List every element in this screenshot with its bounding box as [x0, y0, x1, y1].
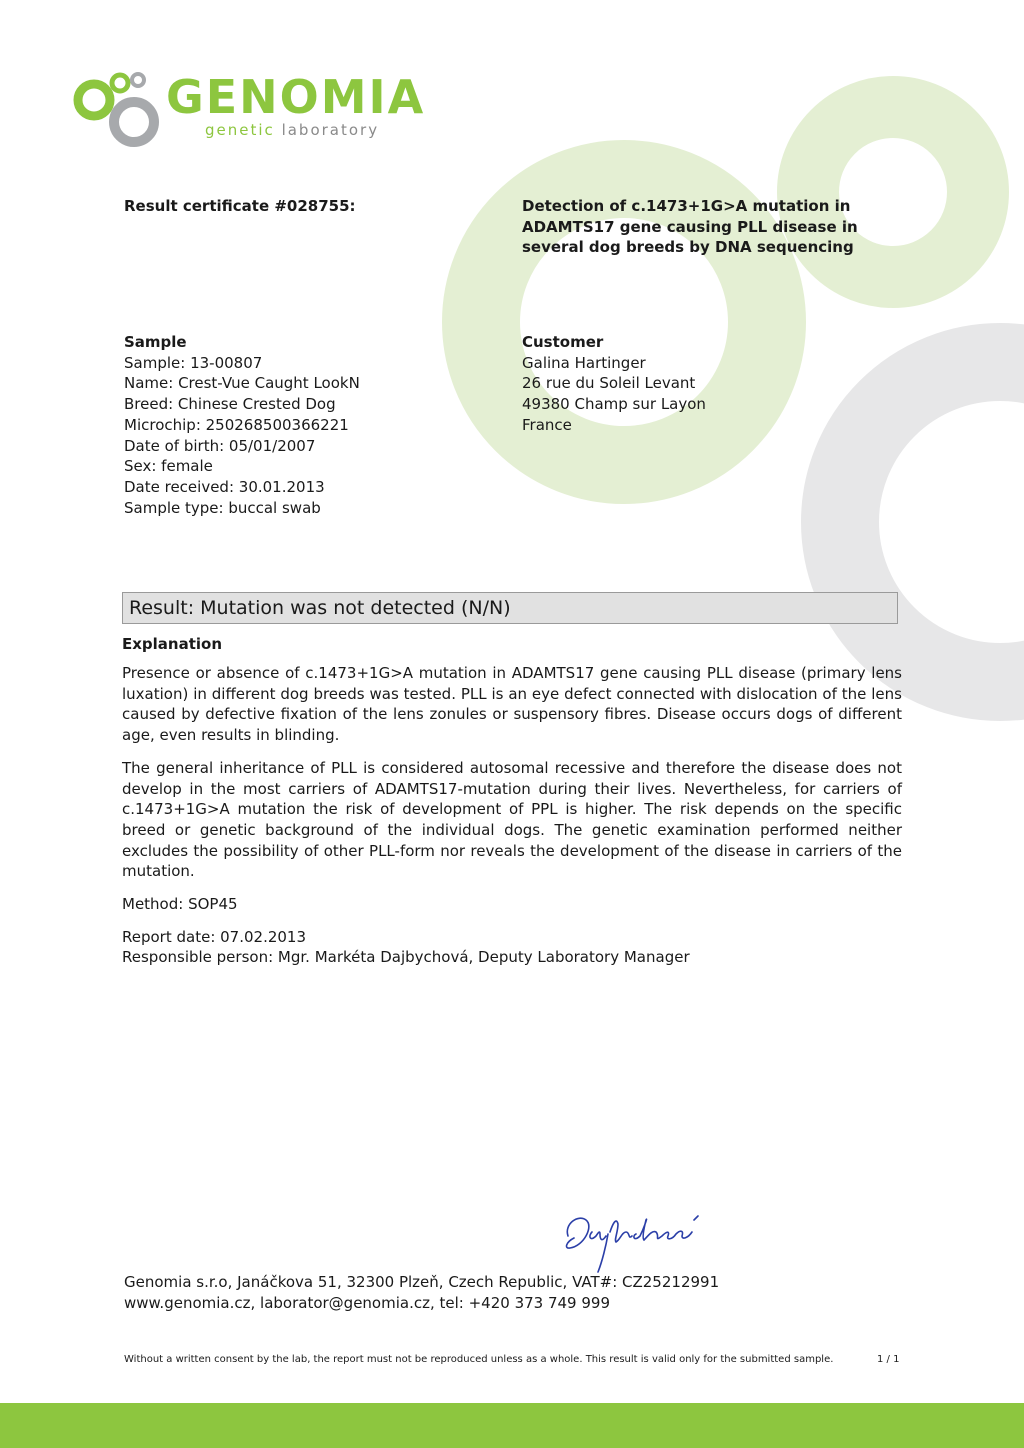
test-description-line: ADAMTS17 gene causing PLL disease in [522, 217, 858, 236]
tagline-genetic: genetic [205, 121, 275, 139]
sample-line: Sex: female [124, 457, 213, 476]
footer-address: Genomia s.r.o, Janáčkova 51, 32300 Plzeň, Czech Republic, VAT#: CZ25212991 [124, 1273, 720, 1291]
report-date: Report date: 07.02.2013 [122, 927, 307, 946]
logo-wordmark: GENOMIA [166, 70, 426, 124]
footer-contact [124, 1272, 719, 1313]
test-description-line: several dog breeds by DNA sequencing [522, 238, 854, 257]
footer-web-contact: www.genomia.cz, laborator@genomia.cz, tel: +420 373 749 999 [124, 1293, 610, 1312]
signature-icon [556, 1206, 736, 1276]
sample-line: Date received: 30.01.2013 [124, 477, 325, 496]
explanation-section [122, 635, 902, 968]
sample-heading: Sample [124, 333, 187, 351]
sample-line: Name: Crest-Vue Caught LookN [124, 374, 360, 393]
customer-line: France [522, 415, 572, 434]
customer-heading: Customer [522, 333, 604, 351]
method-line: Method: SOP45 [122, 895, 238, 914]
sample-line: Breed: Chinese Crested Dog [124, 395, 336, 414]
test-description [522, 196, 882, 258]
result-box: Result: Mutation was not detected (N/N) [122, 592, 898, 624]
test-description-line: Detection of c.1473+1G>A mutation in [522, 197, 851, 215]
customer-section [522, 332, 706, 436]
tagline-laboratory: laboratory [281, 121, 380, 139]
customer-line: Galina Hartinger [522, 353, 646, 372]
sample-section [124, 332, 360, 518]
sample-line: Sample type: buccal swab [124, 498, 321, 517]
explanation-heading: Explanation [122, 635, 223, 653]
customer-line: 49380 Champ sur Layon [522, 395, 706, 414]
sample-line: Date of birth: 05/01/2007 [124, 436, 316, 455]
customer-line: 26 rue du Soleil Levant [522, 374, 696, 393]
explanation-paragraph: The general inheritance of PLL is considered autosomal recessive and therefore the disease does not develop in the most carriers of ADAMTS17-mutation during their lives. Nevertheless, for carriers of c.1473+1G>A mutation the risk of development of PPL is higher. The risk depends on the specific breed or genetic background of the individual dogs. The genetic examination performed neither excludes the possibility of other PLL-form nor reveals the development of the disease in carriers of the mutation. [122, 758, 902, 881]
sample-line: Microchip: 250268500366221 [124, 415, 349, 434]
certificate-title: Result certificate #028755: [124, 197, 356, 215]
bottom-green-bar [0, 1403, 1024, 1448]
responsible-person: Responsible person: Mgr. Markéta Dajbychová, Deputy Laboratory Manager [122, 948, 690, 967]
sample-line: Sample: 13-00807 [124, 353, 263, 372]
logo-tagline [205, 121, 379, 139]
report-date-line [122, 927, 902, 968]
page-number: 1 / 1 [877, 1354, 900, 1365]
explanation-paragraph: Presence or absence of c.1473+1G>A mutation in ADAMTS17 gene causing PLL disease (primary lens luxation) in different dog breeds was tested. PLL is an eye defect connected with dislocation of the lens caused by defective fixation of the lens zonules or suspensory fibres. Disease occurs dogs of different age, even results in blinding. [122, 664, 902, 745]
grey-ring [840, 362, 1024, 682]
footer-disclaimer: Without a written consent by the lab, the report must not be reproduced unless as a whole. This result is valid only for the submitted sample. [124, 1354, 834, 1365]
